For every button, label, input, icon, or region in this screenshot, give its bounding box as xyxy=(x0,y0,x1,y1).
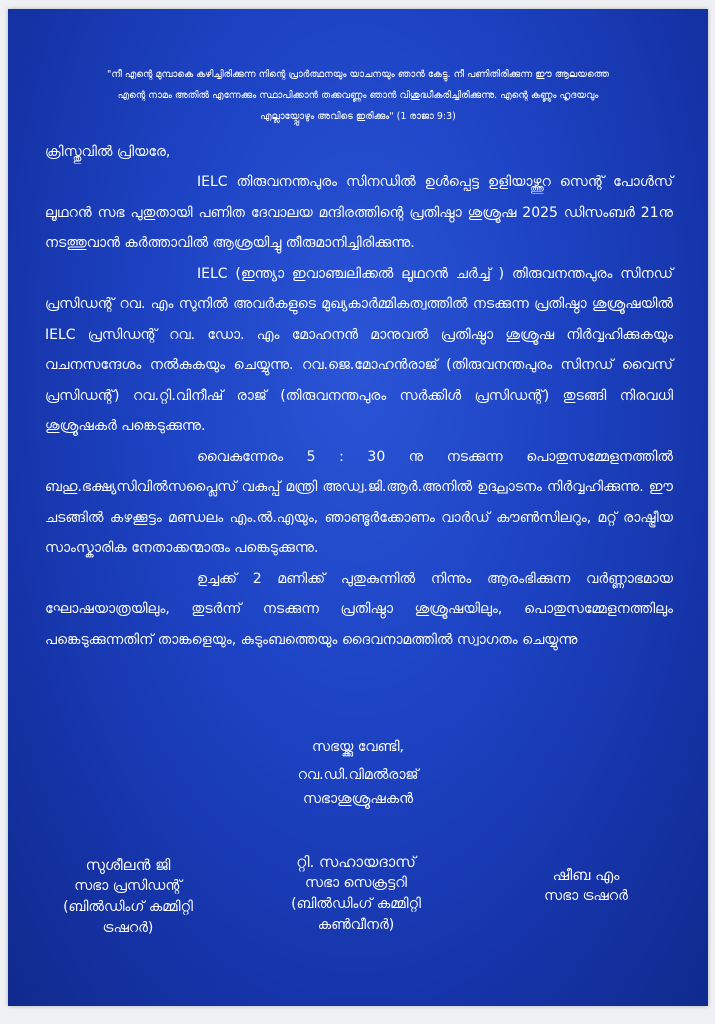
signatory-treasurer xyxy=(526,864,646,907)
signatory-role: (ബിൽഡിംഗ് കമ്മിറ്റി xyxy=(291,896,421,912)
signatory-name: റ്റി. സഹായദാസ് xyxy=(296,853,416,871)
signatory-role: സഭാ പ്രസിഡന്റ് xyxy=(74,878,182,894)
signatory-role: ട്രഷറർ) xyxy=(102,920,154,936)
signatory-name: സുശീലൻ ജി xyxy=(85,856,171,874)
signatory-role: കൺവീനർ) xyxy=(317,917,395,933)
signatory-president xyxy=(48,854,208,939)
invitation-card xyxy=(8,9,708,1006)
verse-line: "നീ എന്റെ മുമ്പാകെ കഴിച്ചിരിക്കുന്ന നിന്റെ പ്രാർത്ഥനയും യാചനയും ഞാൻ കേട്ടു. നീ പണിതിരിക്കുന്ന ഈ ആലയത്തെ xyxy=(106,69,610,80)
closing-on-behalf: സഭയ്ക്കു വേണ്ടി, xyxy=(312,739,404,755)
salutation: ക്രിസ്തുവിൽ പ്രിയരേ, xyxy=(45,144,171,160)
paragraph-public-meeting: വൈകുന്നേരം 5 : 30 നു നടക്കുന്ന പൊതുസമ്മേളനത്തിൽ ബഹു.ഭക്ഷ്യസിവിൽസപ്ലൈസ് വകുപ്പ് മന്ത്രി അഡ്വ.ജി.ആർ.അനിൽ ഉദ്ഘാടനം നിർവ്വഹിക്കുന്നു. ഈ ചടങ്ങിൽ കഴക്കൂട്ടം മണ്ഡലം എം.ൽ.എയും, ഞാണ്ടൂർക്കോണം വാർഡ് കൗൺസിലറും, മറ്റ് രാഷ്ട്രീയ സാംസ്കാരിക നേതാക്കന്മാരും പങ്കെടുക്കുന്നു. xyxy=(45,448,673,556)
paragraph-welcome: ഉച്ചക്ക് 2 മണിക്ക് പുതുകുന്നിൽ നിന്നും ആരംഭിക്കുന്ന വർണ്ണാഭമായ ഘോഷയാത്രയിലും, തുടർന്ന് നടക്കുന്ന പ്രതിഷ്ഠാ ശുശ്രൂഷയിലും, പൊതുസമ്മേളനത്തിലും പങ്കെടുക്കുന്നതിന് താങ്കളെയും, കുടുംബത്തെയും ദൈവനാമത്തിൽ സ്വാഗതം ചെയ്യുന്നു xyxy=(45,570,673,648)
verse-line: എല്ലായ്പ്പോഴും അവിടെ ഇരിക്കും" (1 രാജാ 9:3) xyxy=(260,111,456,122)
signatory-secretary xyxy=(256,851,456,936)
closing-title: സഭാശുശ്രൂഷകൻ xyxy=(302,791,413,807)
paragraph-ceremony: IELC (ഇന്ത്യാ ഇവാഞ്ചലിക്കൽ ലൂഥറൻ ചർച്ച് ) തിരുവനന്തപുരം സിനഡ് പ്രസിഡന്റ് റവ. എം സുനിൽ അവർകളുടെ മുഖ്യകാർമ്മികത്വത്തിൽ നടക്കുന്ന പ്രതിഷ്ഠാ ശുശ്രൂഷയിൽ IELC പ്രസിഡന്റ് റവ. ഡോ. എം മോഹനൻ മാനുവൽ പ്രതിഷ്ഠാ ശുശ്രൂഷ നിർവ്വഹിക്കുകയും വചനസന്ദേശം നൽകുകയും ചെയ്യുന്നു. റവ.ജെ.മോഹൻരാജ് (തിരുവനന്തപുരം സിനഡ് വൈസ് പ്രസിഡന്റ്) റവ.റ്റി.വിനീഷ് രാജ് (തിരുവനന്തപുരം സർക്കിൾ പ്രസിഡന്റ്) തുടങ്ങി നിരവധി ശുശ്രൂഷകർ പങ്കെടുക്കുന്നു. xyxy=(45,265,673,434)
signatory-name: ഷീബ എം xyxy=(552,866,620,884)
signatory-role: (ബിൽഡിംഗ് കമ്മിറ്റി xyxy=(63,899,193,915)
closing-name: റവ.ഡി.വിമൽരാജ് xyxy=(297,767,419,783)
verse-line: എന്റെ നാമം അതിൽ എന്നേക്കും സ്ഥാപിക്കാൻ തക്കവണ്ണം ഞാൻ വിശുദ്ധീകരിച്ചിരിക്കുന്നു. എന്റെ കണ്ണും ഹൃദയവും xyxy=(117,90,599,101)
signatory-role: സഭാ ട്രഷറർ xyxy=(544,888,628,904)
paragraph-dedication: IELC തിരുവനന്തപുരം സിനഡിൽ ഉൾപ്പെട്ട ഉളിയാഴ്ത്തുറ സെന്റ് പോൾസ് ലൂഥറൻ സഭ പുതുതായി പണിത ദേവാലയ മന്ദിരത്തിന്റെ പ്രതിഷ്ഠാ ശുശ്രൂഷ 2025 ഡിസംബർ 21നു നടത്തുവാൻ കർത്താവിൽ ആശ്രയിച്ചു തീരുമാനിച്ചിരിക്കുന്നു. xyxy=(45,174,673,251)
bible-verse xyxy=(63,64,653,127)
signatory-role: സഭാ സെക്രട്ടറി xyxy=(305,875,407,891)
letter-body xyxy=(45,167,673,655)
